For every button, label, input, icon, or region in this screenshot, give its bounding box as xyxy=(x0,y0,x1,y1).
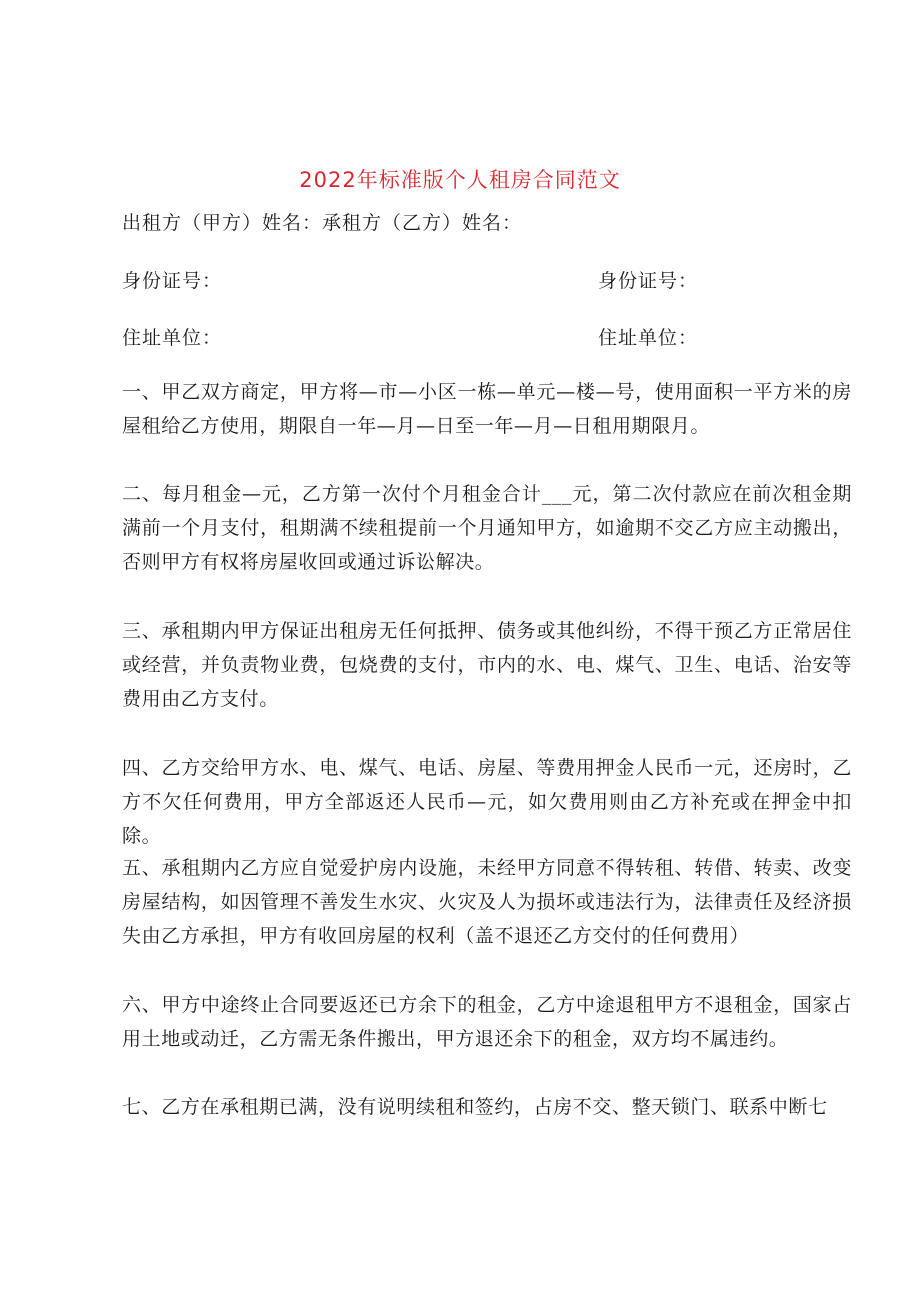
tenant-address-label: 住址单位： xyxy=(598,327,699,349)
clause-7: 七、乙方在承租期已满，没有说明续租和签约，占房不交、整天锁门、联系中断七 xyxy=(122,1096,828,1118)
clause-1: 一、甲乙双方商定，甲方将—市—小区一栋—单元—楼—号，使用面积一平方米的房屋租给乙方使用，期限自一年—月—日至一年—月—日租用期限月。 xyxy=(122,381,852,437)
clause-6: 六、甲方中途终止合同要返还已方余下的租金，乙方中途退租甲方不退租金，国家占用土地或动迁，乙方需无条件搬出，甲方退还余下的租金，双方均不属违约。 xyxy=(122,994,852,1050)
parties-line: 出租方（甲方）姓名：承租方（乙方）姓名： xyxy=(122,212,523,234)
clause-2: 二、每月租金—元，乙方第一次付个月租金合计___元，第二次付款应在前次租金期满前一个月支付，租期满不续租提前一个月通知甲方，如逾期不交乙方应主动搬出，否则甲方有权将房屋收回或通过诉讼解决。 xyxy=(122,483,852,573)
tenant-id-label: 身份证号： xyxy=(598,270,699,292)
document-title: 2022年标准版个人租房合同范文 xyxy=(299,168,621,192)
clause-4: 四、乙方交给甲方水、电、煤气、电话、房屋、等费用押金人民币一元，还房时，乙方不欠任何费用，甲方全部返还人民币—元，如欠费用则由乙方补充或在押金中扣除。 xyxy=(122,757,852,847)
clause-5: 五、承租期内乙方应自觉爱护房内设施，未经甲方同意不得转租、转借、转卖、改变房屋结构，如因管理不善发生水灾、火灾及人为损坏或违法行为，法律责任及经济损失由乙方承担，甲方有收回房屋的权利（盖不退还乙方交付的任何费用） xyxy=(122,857,852,947)
landlord-id-label: 身份证号： xyxy=(122,270,223,292)
clause-3: 三、承租期内甲方保证出租房无任何抵押、债务或其他纠纷，不得干预乙方正常居住或经营，并负责物业费，包烧费的支付，市内的水、电、煤气、卫生、电话、治安等费用由乙方支付。 xyxy=(122,620,852,710)
landlord-address-label: 住址单位： xyxy=(122,327,223,349)
